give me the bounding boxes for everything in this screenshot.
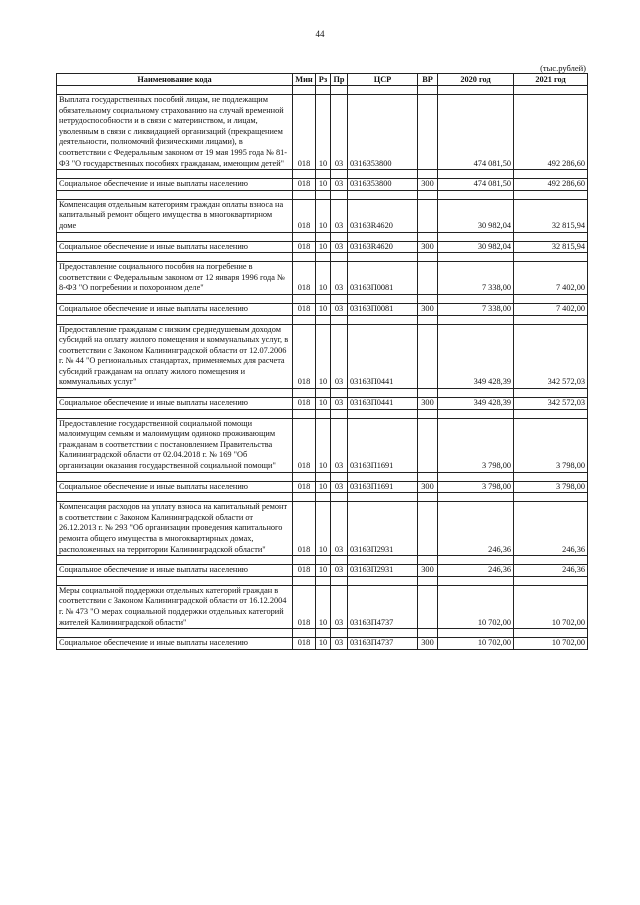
table-row xyxy=(57,638,588,650)
header-vr: ВР xyxy=(418,74,438,86)
row-value-2021: 3 798,00 xyxy=(514,418,588,472)
row-rz: 10 xyxy=(316,95,331,170)
row-value-2020: 3 798,00 xyxy=(438,418,514,472)
row-vr xyxy=(418,585,438,628)
row-vr: 300 xyxy=(418,398,438,410)
table-row xyxy=(57,179,588,191)
row-value-2020: 349 428,39 xyxy=(438,398,514,410)
spacer-row xyxy=(57,190,588,199)
row-min: 018 xyxy=(293,303,316,315)
table-row xyxy=(57,481,588,493)
row-name: Предоставление государственной социальной помощи малоимущим семьям и малоимущим одиноко проживающим гражданам в соответствии с постановлением Правительства Калининградской области от 02.04.2018 г. № 169 "Об организации оказания государственной социальной помощи" xyxy=(57,418,293,472)
row-csr: 03163R4620 xyxy=(348,241,418,253)
header-2020: 2020 год xyxy=(438,74,514,86)
table-row xyxy=(57,303,588,315)
row-name: Социальное обеспечение и иные выплаты населению xyxy=(57,179,293,191)
row-pr: 03 xyxy=(331,241,348,253)
row-min: 018 xyxy=(293,324,316,389)
row-rz: 10 xyxy=(316,241,331,253)
row-value-2020: 7 338,00 xyxy=(438,262,514,295)
row-rz: 10 xyxy=(316,179,331,191)
spacer-row xyxy=(57,253,588,262)
row-min: 018 xyxy=(293,199,316,232)
row-name: Компенсация отдельным категориям граждан оплаты взноса на капитальный ремонт общего имущества в многоквартирном доме xyxy=(57,199,293,232)
row-csr: 03163П1691 xyxy=(348,481,418,493)
row-value-2021: 32 815,94 xyxy=(514,241,588,253)
row-rz: 10 xyxy=(316,502,331,556)
row-pr: 03 xyxy=(331,418,348,472)
row-value-2020: 246,36 xyxy=(438,502,514,556)
row-value-2021: 32 815,94 xyxy=(514,199,588,232)
table-header xyxy=(57,74,588,86)
row-value-2021: 7 402,00 xyxy=(514,303,588,315)
row-name: Социальное обеспечение и иные выплаты населению xyxy=(57,303,293,315)
table-row xyxy=(57,95,588,170)
row-csr: 0316353800 xyxy=(348,95,418,170)
row-csr: 03163П0081 xyxy=(348,303,418,315)
row-vr xyxy=(418,418,438,472)
table-row xyxy=(57,585,588,628)
row-value-2021: 10 702,00 xyxy=(514,638,588,650)
row-pr: 03 xyxy=(331,481,348,493)
row-csr: 03163П4737 xyxy=(348,585,418,628)
row-value-2020: 30 982,04 xyxy=(438,241,514,253)
row-value-2020: 30 982,04 xyxy=(438,199,514,232)
row-vr: 300 xyxy=(418,481,438,493)
row-min: 018 xyxy=(293,95,316,170)
row-pr: 03 xyxy=(331,638,348,650)
row-min: 018 xyxy=(293,565,316,577)
row-min: 018 xyxy=(293,262,316,295)
spacer-row xyxy=(57,576,588,585)
row-value-2020: 10 702,00 xyxy=(438,638,514,650)
row-rz: 10 xyxy=(316,585,331,628)
row-value-2020: 3 798,00 xyxy=(438,481,514,493)
row-pr: 03 xyxy=(331,398,348,410)
row-pr: 03 xyxy=(331,565,348,577)
row-min: 018 xyxy=(293,179,316,191)
spacer-row xyxy=(57,170,588,179)
spacer-row xyxy=(57,409,588,418)
header-2021: 2021 год xyxy=(514,74,588,86)
row-csr: 03163R4620 xyxy=(348,199,418,232)
header-rz: Рз xyxy=(316,74,331,86)
row-rz: 10 xyxy=(316,199,331,232)
table-row xyxy=(57,262,588,295)
row-min: 018 xyxy=(293,418,316,472)
row-csr: 03163П0081 xyxy=(348,262,418,295)
row-value-2020: 349 428,39 xyxy=(438,324,514,389)
row-min: 018 xyxy=(293,481,316,493)
row-pr: 03 xyxy=(331,179,348,191)
row-rz: 10 xyxy=(316,418,331,472)
row-name: Социальное обеспечение и иные выплаты населению xyxy=(57,565,293,577)
row-value-2020: 474 081,50 xyxy=(438,179,514,191)
row-name: Компенсация расходов на уплату взноса на капитальный ремонт в соответствии с Законом Калининградской области от 26.12.2013 г. № 293 "Об организации проведения капитального ремонта общего имущества в многоквартирных домах, расположенных на территории Калининградской области" xyxy=(57,502,293,556)
units-label: (тыс.рублей) xyxy=(540,63,586,73)
row-name: Социальное обеспечение и иные выплаты населению xyxy=(57,398,293,410)
row-value-2021: 342 572,03 xyxy=(514,324,588,389)
table-row xyxy=(57,241,588,253)
header-csr: ЦСР xyxy=(348,74,418,86)
row-name: Социальное обеспечение и иные выплаты населению xyxy=(57,241,293,253)
row-value-2021: 492 286,60 xyxy=(514,95,588,170)
row-pr: 03 xyxy=(331,95,348,170)
row-value-2021: 3 798,00 xyxy=(514,481,588,493)
row-rz: 10 xyxy=(316,638,331,650)
row-csr: 0316353800 xyxy=(348,179,418,191)
row-value-2020: 7 338,00 xyxy=(438,303,514,315)
row-pr: 03 xyxy=(331,324,348,389)
row-csr: 03163П4737 xyxy=(348,638,418,650)
row-rz: 10 xyxy=(316,324,331,389)
spacer-row xyxy=(57,629,588,638)
table-row xyxy=(57,565,588,577)
spacer-row xyxy=(57,232,588,241)
spacer-row xyxy=(57,556,588,565)
row-vr: 300 xyxy=(418,179,438,191)
row-pr: 03 xyxy=(331,303,348,315)
row-name: Меры социальной поддержки отдельных категорий граждан в соответствии с Законом Калининградской области от 16.12.2004 г. № 473 "О мерах социальной поддержки отдельных категорий жителей Калининградской области" xyxy=(57,585,293,628)
table-row xyxy=(57,324,588,389)
row-vr: 300 xyxy=(418,638,438,650)
row-min: 018 xyxy=(293,241,316,253)
row-vr: 300 xyxy=(418,303,438,315)
row-vr xyxy=(418,324,438,389)
row-value-2021: 10 702,00 xyxy=(514,585,588,628)
row-vr: 300 xyxy=(418,241,438,253)
row-vr xyxy=(418,95,438,170)
row-name: Социальное обеспечение и иные выплаты населению xyxy=(57,638,293,650)
row-csr: 03163П2931 xyxy=(348,502,418,556)
table-row xyxy=(57,418,588,472)
row-name: Выплата государственных пособий лицам, не подлежащим обязательному социальному страхованию на случай временной нетрудоспособности и в связи с материнством, и лицам, уволенным в связи с ликвидацией организаций (прекращением деятельности, полномочий физическими лицами), в соответствии с Федеральным законом от 19 мая 1995 года № 81-ФЗ "О государственных пособиях гражданам, имеющим детей" xyxy=(57,95,293,170)
row-value-2020: 246,36 xyxy=(438,565,514,577)
table-row xyxy=(57,398,588,410)
row-vr xyxy=(418,502,438,556)
row-min: 018 xyxy=(293,638,316,650)
table-body xyxy=(57,86,588,650)
row-pr: 03 xyxy=(331,199,348,232)
row-value-2021: 246,36 xyxy=(514,565,588,577)
row-value-2021: 342 572,03 xyxy=(514,398,588,410)
spacer-row xyxy=(57,389,588,398)
spacer-row xyxy=(57,86,588,95)
row-value-2020: 474 081,50 xyxy=(438,95,514,170)
row-vr xyxy=(418,262,438,295)
row-csr: 03163П0441 xyxy=(348,324,418,389)
spacer-row xyxy=(57,294,588,303)
row-vr: 300 xyxy=(418,565,438,577)
row-rz: 10 xyxy=(316,481,331,493)
row-rz: 10 xyxy=(316,262,331,295)
row-vr xyxy=(418,199,438,232)
row-csr: 03163П2931 xyxy=(348,565,418,577)
row-csr: 03163П0441 xyxy=(348,398,418,410)
row-csr: 03163П1691 xyxy=(348,418,418,472)
row-value-2020: 10 702,00 xyxy=(438,585,514,628)
row-min: 018 xyxy=(293,585,316,628)
spacer-row xyxy=(57,472,588,481)
row-value-2021: 246,36 xyxy=(514,502,588,556)
row-pr: 03 xyxy=(331,585,348,628)
row-rz: 10 xyxy=(316,398,331,410)
row-rz: 10 xyxy=(316,303,331,315)
row-value-2021: 492 286,60 xyxy=(514,179,588,191)
row-min: 018 xyxy=(293,502,316,556)
row-value-2021: 7 402,00 xyxy=(514,262,588,295)
table-row xyxy=(57,502,588,556)
row-name: Предоставление гражданам с низким среднедушевым доходом субсидий на оплату жилого помещения и коммунальных услуг, в соответствии с Законом Калининградской области от 12.07.2006 г. № 44 "О региональных стандартах, применяемых для расчета субсидий гражданам на оплату жилого помещения и коммунальных услуг" xyxy=(57,324,293,389)
header-min: Мин xyxy=(293,74,316,86)
row-pr: 03 xyxy=(331,262,348,295)
budget-table xyxy=(56,73,588,650)
row-pr: 03 xyxy=(331,502,348,556)
table-row xyxy=(57,199,588,232)
header-pr: Пр xyxy=(331,74,348,86)
spacer-row xyxy=(57,315,588,324)
row-name: Предоставление социального пособия на погребение в соответствии с Федеральным законом от 12 января 1996 года № 8-ФЗ "О погребении и похоронном деле" xyxy=(57,262,293,295)
row-min: 018 xyxy=(293,398,316,410)
spacer-row xyxy=(57,493,588,502)
row-name: Социальное обеспечение и иные выплаты населению xyxy=(57,481,293,493)
header-name: Наименование кода xyxy=(57,74,293,86)
row-rz: 10 xyxy=(316,565,331,577)
page-number: 44 xyxy=(315,29,325,39)
